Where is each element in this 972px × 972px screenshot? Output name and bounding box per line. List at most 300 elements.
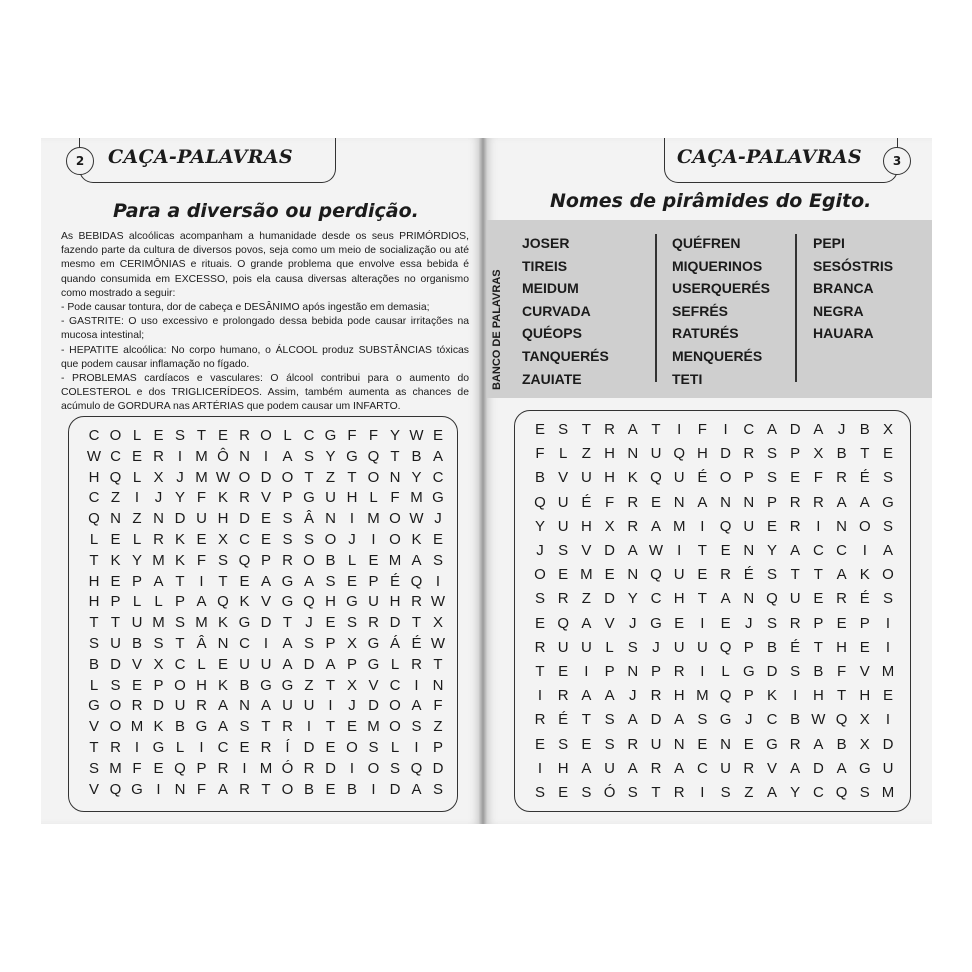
grid-letter[interactable]: P xyxy=(346,655,357,673)
grid-letter[interactable]: D xyxy=(325,759,336,777)
grid-letter[interactable]: D xyxy=(303,739,315,756)
grid-letter[interactable]: C xyxy=(217,739,229,756)
grid-letter[interactable]: T xyxy=(261,718,271,736)
grid-letter[interactable]: I xyxy=(134,739,140,756)
grid-letter[interactable]: R xyxy=(789,493,801,511)
grid-letter[interactable]: L xyxy=(390,655,400,673)
grid-letter[interactable]: Y xyxy=(389,427,400,444)
grid-letter[interactable]: O xyxy=(534,566,546,584)
grid-letter[interactable]: L xyxy=(132,468,142,486)
grid-letter[interactable]: Ó xyxy=(281,759,294,777)
grid-letter[interactable]: I xyxy=(242,759,247,777)
grid-letter[interactable]: Z xyxy=(325,468,336,486)
grid-letter[interactable]: D xyxy=(882,735,894,753)
grid-letter[interactable]: U xyxy=(580,469,592,487)
grid-letter[interactable]: X xyxy=(153,468,164,486)
grid-letter[interactable]: T xyxy=(860,445,870,463)
grid-letter[interactable]: D xyxy=(389,780,401,798)
grid-letter[interactable]: E xyxy=(239,739,250,756)
grid-letter[interactable]: Q xyxy=(835,784,848,801)
grid-letter[interactable]: V xyxy=(604,614,615,632)
grid-letter[interactable]: É xyxy=(859,469,870,487)
grid-letter[interactable]: X xyxy=(153,655,164,673)
grid-letter[interactable]: V xyxy=(859,663,870,680)
grid-letter[interactable]: G xyxy=(281,593,294,611)
grid-letter[interactable]: I xyxy=(349,510,355,528)
grid-letter[interactable]: A xyxy=(650,517,661,535)
grid-letter[interactable]: S xyxy=(790,663,801,680)
grid-letter[interactable]: K xyxy=(411,531,422,548)
grid-letter[interactable]: M xyxy=(195,447,208,465)
grid-letter[interactable]: U xyxy=(282,697,293,715)
grid-letter[interactable]: R xyxy=(110,739,121,756)
grid-letter[interactable]: I xyxy=(816,517,821,535)
grid-letter[interactable]: U xyxy=(720,759,732,777)
grid-letter[interactable]: T xyxy=(89,614,99,632)
grid-letter[interactable]: T xyxy=(89,551,99,569)
grid-letter[interactable]: U xyxy=(557,517,569,535)
grid-letter[interactable]: A xyxy=(859,493,870,511)
grid-letter[interactable]: É xyxy=(743,566,754,584)
grid-letter[interactable]: E xyxy=(260,510,271,528)
grid-letter[interactable]: S xyxy=(368,739,379,756)
grid-letter[interactable]: U xyxy=(789,590,801,608)
grid-letter[interactable]: Q xyxy=(174,759,186,777)
grid-letter[interactable]: G xyxy=(346,593,358,611)
grid-letter[interactable]: T xyxy=(535,663,545,680)
grid-letter[interactable]: N xyxy=(743,590,755,608)
grid-letter[interactable]: R xyxy=(836,590,848,608)
grid-letter[interactable]: M xyxy=(195,468,208,486)
grid-letter[interactable]: V xyxy=(260,593,271,611)
grid-letter[interactable]: N xyxy=(389,468,401,486)
grid-letter[interactable]: E xyxy=(534,421,545,438)
grid-letter[interactable]: V xyxy=(88,718,99,736)
grid-letter[interactable]: N xyxy=(174,780,186,798)
grid-letter[interactable]: Y xyxy=(627,590,638,608)
grid-letter[interactable]: A xyxy=(813,421,824,438)
grid-letter[interactable]: I xyxy=(885,614,891,632)
grid-letter[interactable]: G xyxy=(367,655,380,673)
grid-letter[interactable]: T xyxy=(813,566,823,584)
grid-letter[interactable]: Q xyxy=(303,593,315,611)
grid-letter[interactable]: C xyxy=(743,421,755,438)
grid-letter[interactable]: T xyxy=(325,676,336,694)
grid-letter[interactable]: É xyxy=(790,638,801,656)
grid-letter[interactable]: I xyxy=(537,759,543,777)
grid-letter[interactable]: L xyxy=(175,739,185,756)
grid-letter[interactable]: B xyxy=(131,635,142,652)
grid-letter[interactable]: G xyxy=(131,780,143,798)
grid-letter[interactable]: M xyxy=(259,759,273,777)
grid-letter[interactable]: P xyxy=(743,469,754,487)
grid-letter[interactable]: S xyxy=(411,718,422,736)
grid-letter[interactable]: N xyxy=(836,517,848,535)
grid-letter[interactable]: P xyxy=(174,593,185,611)
grid-letter[interactable]: G xyxy=(766,735,778,753)
grid-letter[interactable]: I xyxy=(700,614,705,632)
grid-letter[interactable]: R xyxy=(196,697,207,715)
grid-letter[interactable]: S xyxy=(766,614,777,632)
grid-letter[interactable]: B xyxy=(88,655,99,673)
grid-letter[interactable]: L xyxy=(347,551,357,569)
grid-letter[interactable]: Â xyxy=(303,510,314,528)
grid-letter[interactable]: U xyxy=(650,445,662,463)
grid-letter[interactable]: F xyxy=(132,759,142,777)
grid-letter[interactable]: R xyxy=(153,447,164,465)
grid-letter[interactable]: A xyxy=(581,759,592,777)
grid-letter[interactable]: S xyxy=(153,635,164,652)
grid-letter[interactable]: O xyxy=(281,780,294,798)
grid-letter[interactable]: D xyxy=(260,614,272,632)
grid-letter[interactable]: E xyxy=(604,566,615,584)
grid-letter[interactable]: A xyxy=(282,635,293,652)
grid-letter[interactable]: E xyxy=(558,784,569,801)
grid-letter[interactable]: F xyxy=(837,663,847,680)
grid-letter[interactable]: G xyxy=(742,663,755,680)
grid-letter[interactable]: H xyxy=(812,687,824,705)
grid-letter[interactable]: O xyxy=(858,517,871,535)
grid-letter[interactable]: Q xyxy=(410,759,423,777)
grid-letter[interactable]: K xyxy=(239,593,250,611)
grid-letter[interactable]: É xyxy=(581,493,592,511)
grid-letter[interactable]: A xyxy=(581,687,592,705)
grid-letter[interactable]: X xyxy=(432,614,443,632)
grid-letter[interactable]: E xyxy=(153,427,164,444)
grid-letter[interactable]: E xyxy=(766,517,777,535)
grid-letter[interactable]: J xyxy=(837,421,846,438)
grid-letter[interactable]: R xyxy=(534,638,546,656)
grid-letter[interactable]: M xyxy=(410,489,423,507)
grid-letter[interactable]: S xyxy=(627,638,638,656)
grid-letter[interactable]: A xyxy=(432,447,443,465)
grid-letter[interactable]: H xyxy=(557,759,569,777)
grid-letter[interactable]: J xyxy=(652,638,660,656)
grid-letter[interactable]: R xyxy=(836,469,848,487)
grid-letter[interactable]: N xyxy=(673,735,685,753)
grid-letter[interactable]: O xyxy=(324,531,337,548)
grid-letter[interactable]: I xyxy=(723,421,728,438)
grid-letter[interactable]: R xyxy=(260,739,272,756)
grid-letter[interactable]: R xyxy=(282,718,293,736)
grid-letter[interactable]: S xyxy=(604,735,615,753)
grid-letter[interactable]: A xyxy=(325,655,336,673)
grid-letter[interactable]: W xyxy=(430,635,446,652)
grid-letter[interactable]: C xyxy=(88,489,100,507)
grid-letter[interactable]: D xyxy=(389,614,401,632)
grid-letter[interactable]: O xyxy=(367,759,380,777)
grid-letter[interactable]: P xyxy=(110,593,121,611)
grid-letter[interactable]: R xyxy=(217,759,229,777)
grid-letter[interactable]: P xyxy=(813,614,824,632)
grid-letter[interactable]: K xyxy=(766,687,777,705)
grid-letter[interactable]: H xyxy=(88,572,100,590)
grid-letter[interactable]: Q xyxy=(719,687,732,705)
grid-letter[interactable]: C xyxy=(88,427,100,444)
grid-letter[interactable]: A xyxy=(627,759,638,777)
grid-letter[interactable]: F xyxy=(697,421,707,438)
grid-letter[interactable]: L xyxy=(283,427,292,444)
grid-letter[interactable]: B xyxy=(766,638,777,656)
grid-letter[interactable]: V xyxy=(368,676,379,694)
grid-letter[interactable]: G xyxy=(882,493,894,511)
grid-letter[interactable]: D xyxy=(650,711,662,729)
grid-letter[interactable]: N xyxy=(627,566,639,584)
grid-letter[interactable]: Q xyxy=(650,469,662,487)
grid-letter[interactable]: U xyxy=(110,635,121,652)
grid-letter[interactable]: I xyxy=(306,718,312,736)
grid-letter[interactable]: G xyxy=(346,447,358,465)
grid-letter[interactable]: K xyxy=(217,614,228,632)
grid-letter[interactable]: S xyxy=(627,784,638,801)
grid-letter[interactable]: E xyxy=(720,542,731,559)
grid-letter[interactable]: B xyxy=(325,551,336,569)
grid-letter[interactable]: I xyxy=(537,687,543,705)
grid-letter[interactable]: E xyxy=(558,663,569,680)
grid-letter[interactable]: X xyxy=(813,445,824,463)
grid-letter[interactable]: Í xyxy=(285,739,290,756)
grid-letter[interactable]: A xyxy=(581,614,592,632)
grid-letter[interactable]: J xyxy=(176,468,184,486)
grid-letter[interactable]: A xyxy=(674,759,685,777)
grid-letter[interactable]: P xyxy=(743,687,754,705)
grid-letter[interactable]: A xyxy=(411,697,422,715)
grid-letter[interactable]: E xyxy=(674,614,685,632)
grid-letter[interactable]: U xyxy=(174,697,186,715)
grid-letter[interactable]: S xyxy=(558,542,569,559)
grid-letter[interactable]: E xyxy=(217,655,228,673)
grid-letter[interactable]: T xyxy=(651,784,661,801)
grid-letter[interactable]: I xyxy=(862,542,867,559)
grid-letter[interactable]: F xyxy=(605,493,615,511)
grid-letter[interactable]: D xyxy=(789,421,801,438)
grid-letter[interactable]: W xyxy=(409,427,424,444)
grid-letter[interactable]: Y xyxy=(131,551,142,569)
grid-letter[interactable]: J xyxy=(305,614,313,632)
grid-letter[interactable]: M xyxy=(881,663,895,680)
grid-letter[interactable]: G xyxy=(432,489,444,507)
grid-letter[interactable]: T xyxy=(813,638,823,656)
grid-letter[interactable]: E xyxy=(720,614,731,632)
grid-letter[interactable]: O xyxy=(389,718,401,736)
grid-letter[interactable]: A xyxy=(720,590,731,608)
grid-letter[interactable]: C xyxy=(239,635,250,652)
grid-letter[interactable]: I xyxy=(700,517,705,535)
grid-letter[interactable]: S xyxy=(282,531,293,548)
grid-letter[interactable]: K xyxy=(627,469,638,487)
grid-letter[interactable]: S xyxy=(859,784,870,801)
grid-letter[interactable]: V xyxy=(131,655,142,673)
grid-letter[interactable]: Â xyxy=(196,635,207,652)
grid-letter[interactable]: T xyxy=(347,468,357,486)
grid-letter[interactable]: C xyxy=(239,531,250,548)
grid-letter[interactable]: Q xyxy=(238,551,251,569)
grid-letter[interactable]: Q xyxy=(766,590,778,608)
grid-letter[interactable]: R xyxy=(303,759,315,777)
grid-letter[interactable]: A xyxy=(836,493,847,511)
grid-letter[interactable]: N xyxy=(239,697,250,715)
grid-letter[interactable]: A xyxy=(627,542,638,559)
grid-letter[interactable]: A xyxy=(196,593,207,611)
grid-letter[interactable]: L xyxy=(89,676,99,694)
grid-letter[interactable]: G xyxy=(324,427,337,444)
grid-letter[interactable]: D xyxy=(303,655,315,673)
grid-letter[interactable]: C xyxy=(303,427,315,444)
grid-letter[interactable]: O xyxy=(389,697,401,715)
grid-letter[interactable]: L xyxy=(369,489,378,507)
grid-letter[interactable]: A xyxy=(766,421,777,438)
grid-letter[interactable]: X xyxy=(882,421,893,438)
grid-letter[interactable]: L xyxy=(605,638,614,656)
grid-letter[interactable]: U xyxy=(580,638,592,656)
grid-letter[interactable]: K xyxy=(217,489,228,507)
grid-letter[interactable]: R xyxy=(239,427,250,444)
grid-letter[interactable]: J xyxy=(348,531,356,548)
grid-letter[interactable]: R xyxy=(557,687,569,705)
grid-letter[interactable]: D xyxy=(110,655,121,673)
grid-letter[interactable]: N xyxy=(239,447,250,465)
grid-letter[interactable]: O xyxy=(109,427,122,444)
grid-letter[interactable]: J xyxy=(154,489,163,507)
grid-letter[interactable]: P xyxy=(766,493,777,511)
grid-letter[interactable]: T xyxy=(218,572,228,590)
grid-letter[interactable]: C xyxy=(174,655,186,673)
grid-letter[interactable]: Z xyxy=(132,510,142,528)
grid-letter[interactable]: H xyxy=(696,445,708,463)
grid-letter[interactable]: L xyxy=(132,593,142,611)
grid-letter[interactable]: E xyxy=(859,638,870,656)
grid-letter[interactable]: É xyxy=(389,572,400,590)
grid-letter[interactable]: T xyxy=(110,614,121,632)
grid-letter[interactable]: S xyxy=(174,427,185,444)
grid-letter[interactable]: Y xyxy=(790,784,801,801)
grid-letter[interactable]: Y xyxy=(411,468,422,486)
grid-letter[interactable]: T xyxy=(697,542,707,559)
grid-letter[interactable]: E xyxy=(260,531,271,548)
grid-letter[interactable]: Q xyxy=(109,780,122,798)
grid-letter[interactable]: D xyxy=(766,663,778,680)
grid-letter[interactable]: R xyxy=(789,614,801,632)
grid-letter[interactable]: I xyxy=(328,697,333,715)
grid-letter[interactable]: T xyxy=(282,614,293,632)
grid-letter[interactable]: V xyxy=(766,759,777,777)
grid-letter[interactable]: R xyxy=(604,421,616,438)
grid-letter[interactable]: Y xyxy=(534,517,545,535)
grid-letter[interactable]: D xyxy=(432,759,444,777)
grid-letter[interactable]: E xyxy=(153,759,164,777)
grid-letter[interactable]: U xyxy=(131,614,143,632)
grid-letter[interactable]: Q xyxy=(534,493,546,511)
grid-letter[interactable]: U xyxy=(303,697,315,715)
grid-letter[interactable]: U xyxy=(557,493,569,511)
grid-letter[interactable]: N xyxy=(110,510,121,528)
grid-letter[interactable]: K xyxy=(174,551,185,569)
grid-letter[interactable]: Q xyxy=(673,445,686,463)
grid-letter[interactable]: H xyxy=(217,510,229,528)
grid-letter[interactable]: N xyxy=(325,510,336,528)
grid-letter[interactable]: P xyxy=(196,759,207,777)
grid-letter[interactable]: B xyxy=(534,469,545,487)
grid-letter[interactable]: P xyxy=(743,638,754,656)
grid-letter[interactable]: R xyxy=(720,566,732,584)
grid-letter[interactable]: P xyxy=(859,614,870,632)
grid-letter[interactable]: L xyxy=(132,427,142,444)
grid-letter[interactable]: P xyxy=(368,572,379,590)
grid-letter[interactable]: Ô xyxy=(217,447,229,465)
grid-letter[interactable]: E xyxy=(346,572,357,590)
grid-letter[interactable]: P xyxy=(131,572,142,590)
grid-letter[interactable]: N xyxy=(432,676,444,694)
grid-letter[interactable]: É xyxy=(411,635,422,652)
grid-letter[interactable]: B xyxy=(859,421,870,438)
grid-letter[interactable]: É xyxy=(697,469,708,487)
grid-letter[interactable]: T xyxy=(790,566,800,584)
grid-letter[interactable]: S xyxy=(303,531,314,548)
grid-letter[interactable]: P xyxy=(282,489,293,507)
grid-letter[interactable]: V xyxy=(88,780,99,798)
grid-letter[interactable]: X xyxy=(859,735,870,753)
grid-letter[interactable]: G xyxy=(303,489,315,507)
grid-letter[interactable]: E xyxy=(697,735,708,753)
grid-letter[interactable]: J xyxy=(536,542,544,559)
grid-letter[interactable]: F xyxy=(347,427,357,444)
grid-letter[interactable]: Q xyxy=(367,447,380,465)
grid-letter[interactable]: A xyxy=(282,655,293,673)
grid-letter[interactable]: T xyxy=(411,614,422,632)
grid-letter[interactable]: E xyxy=(131,676,142,694)
grid-letter[interactable]: S xyxy=(882,590,893,608)
grid-letter[interactable]: B xyxy=(411,447,422,465)
grid-letter[interactable]: C xyxy=(812,784,824,801)
grid-letter[interactable]: W xyxy=(648,542,664,559)
grid-letter[interactable]: R xyxy=(627,517,639,535)
grid-letter[interactable]: R xyxy=(534,711,546,729)
grid-letter[interactable]: R xyxy=(673,663,685,680)
grid-letter[interactable]: S xyxy=(88,759,99,777)
grid-letter[interactable]: D xyxy=(174,510,186,528)
grid-letter[interactable]: T xyxy=(261,780,271,798)
grid-letter[interactable]: L xyxy=(154,593,163,611)
grid-letter[interactable]: R xyxy=(627,493,639,511)
grid-letter[interactable]: L xyxy=(197,655,206,673)
grid-letter[interactable]: S xyxy=(110,676,121,694)
grid-letter[interactable]: S xyxy=(558,421,569,438)
grid-letter[interactable]: Q xyxy=(650,566,662,584)
grid-letter[interactable]: I xyxy=(177,447,183,465)
grid-letter[interactable]: E xyxy=(432,531,443,548)
grid-letter[interactable]: Q xyxy=(109,468,122,486)
grid-letter[interactable]: T xyxy=(697,590,707,608)
grid-letter[interactable]: C xyxy=(696,759,708,777)
grid-letter[interactable]: E xyxy=(650,493,661,511)
grid-letter[interactable]: Z xyxy=(581,590,591,608)
grid-letter[interactable]: O xyxy=(346,739,358,756)
grid-letter[interactable]: R xyxy=(650,759,662,777)
grid-letter[interactable]: A xyxy=(813,735,824,753)
grid-letter[interactable]: I xyxy=(584,663,589,680)
grid-letter[interactable]: S xyxy=(325,572,336,590)
grid-letter[interactable]: T xyxy=(837,687,847,705)
grid-letter[interactable]: A xyxy=(604,687,615,705)
grid-letter[interactable]: O xyxy=(238,468,251,486)
grid-letter[interactable]: S xyxy=(282,510,293,528)
grid-letter[interactable]: Z xyxy=(110,489,121,507)
grid-letter[interactable]: G xyxy=(88,697,100,715)
grid-letter[interactable]: E xyxy=(239,572,250,590)
grid-letter[interactable]: U xyxy=(882,759,894,777)
grid-letter[interactable]: Q xyxy=(410,572,423,590)
grid-letter[interactable]: H xyxy=(836,638,848,656)
